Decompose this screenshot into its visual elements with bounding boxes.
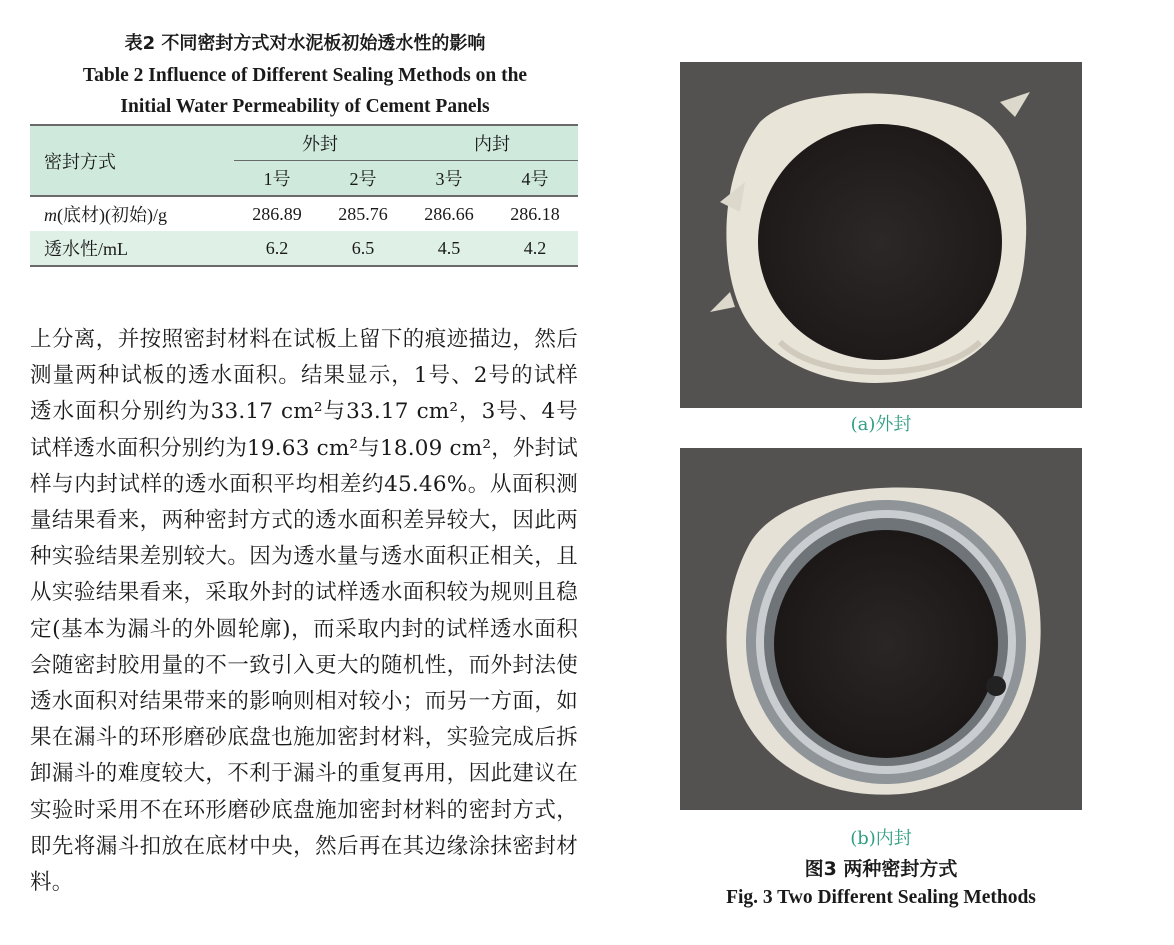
- table-row: [30, 196, 578, 231]
- inner-seal-image: [680, 448, 1082, 810]
- row-label-mass-symbol: m: [44, 205, 57, 225]
- subcaption-a: (a)外封: [850, 414, 912, 435]
- subcaption-b: (b)内封: [850, 828, 912, 849]
- table-title-en-1: Table 2 Influence of Different Sealing Methods on the: [82, 65, 528, 86]
- figure-caption-en: Fig. 3 Two Different Sealing Methods: [726, 887, 1036, 908]
- table-cell: 6.5: [320, 231, 406, 266]
- table-row: [30, 231, 578, 266]
- row-label-permeability: 透水性/mL: [30, 231, 234, 266]
- table-cell: 4.2: [492, 231, 578, 266]
- photo-inner-seal: [680, 448, 1082, 810]
- header-group-outer: 外封: [234, 125, 406, 161]
- table-cell: 286.18: [510, 203, 560, 224]
- header-group-inner: 内封: [406, 125, 578, 161]
- subheader-3: 3号: [406, 161, 492, 197]
- table-header-row: [30, 125, 578, 161]
- figure-caption-zh: 图3 两种密封方式: [804, 858, 958, 880]
- table-title-en-2: Initial Water Permeability of Cement Panels: [120, 96, 490, 117]
- photo-outer-seal: [680, 62, 1082, 408]
- body-text: [30, 322, 578, 901]
- row-label-mass: [30, 196, 234, 231]
- subheader-1: 1号: [234, 161, 320, 197]
- table-cell: 286.89: [252, 203, 302, 224]
- data-table: [30, 124, 578, 267]
- body-paragraph: 上分离，并按照密封材料在试板上留下的痕迹描边，然后测量两种试板的透水面积。结果显示，1号、2号的试样透水面积分别约为33.17 cm²与33.17 cm²，3号、4号试样透水面积分别约为19.63 cm²与18.09 cm²，外封试样与内封试样的透水面积平均相差约45.46%。从面积测量结果看来，两种密封方式的透水面积差异较大，因此两种实验结果差别较大。因为透水量与透水面积正相关，且从实验结果看来，采取外封的试样透水面积较为规则且稳定(基本为漏斗的外圆轮廓)，而采取内封的试样透水面积会随密封胶用量的不一致引入更大的随机性，而外封法使透水面积对结果带来的影响则相对较小；而另一方面，如果在漏斗的环形磨砂底盘也施加密封材料，实验完成后拆卸漏斗的难度较大，不利于漏斗的重复再用，因此建议在实验时采用不在环形磨砂底盘施加密封材料的密封方式，即先将漏斗扣放在底材中央，然后再在其边缘涂抹密封材料。: [30, 327, 578, 896]
- outer-seal-image: [680, 62, 1082, 408]
- figure-section: [680, 62, 1082, 912]
- table-cell: 6.2: [234, 231, 320, 266]
- table-title-zh: 表2 不同密封方式对水泥板初始透水性的影响: [124, 33, 486, 54]
- subheader-2: 2号: [320, 161, 406, 197]
- row-label-mass-text: (底材)(初始)/g: [57, 205, 167, 225]
- table-cell: 285.76: [338, 203, 388, 224]
- table-cell: 286.66: [424, 203, 474, 224]
- header-sealing-method: 密封方式: [30, 125, 234, 196]
- table-section: [30, 28, 580, 267]
- subheader-4: 4号: [492, 161, 578, 197]
- table-cell: 4.5: [406, 231, 492, 266]
